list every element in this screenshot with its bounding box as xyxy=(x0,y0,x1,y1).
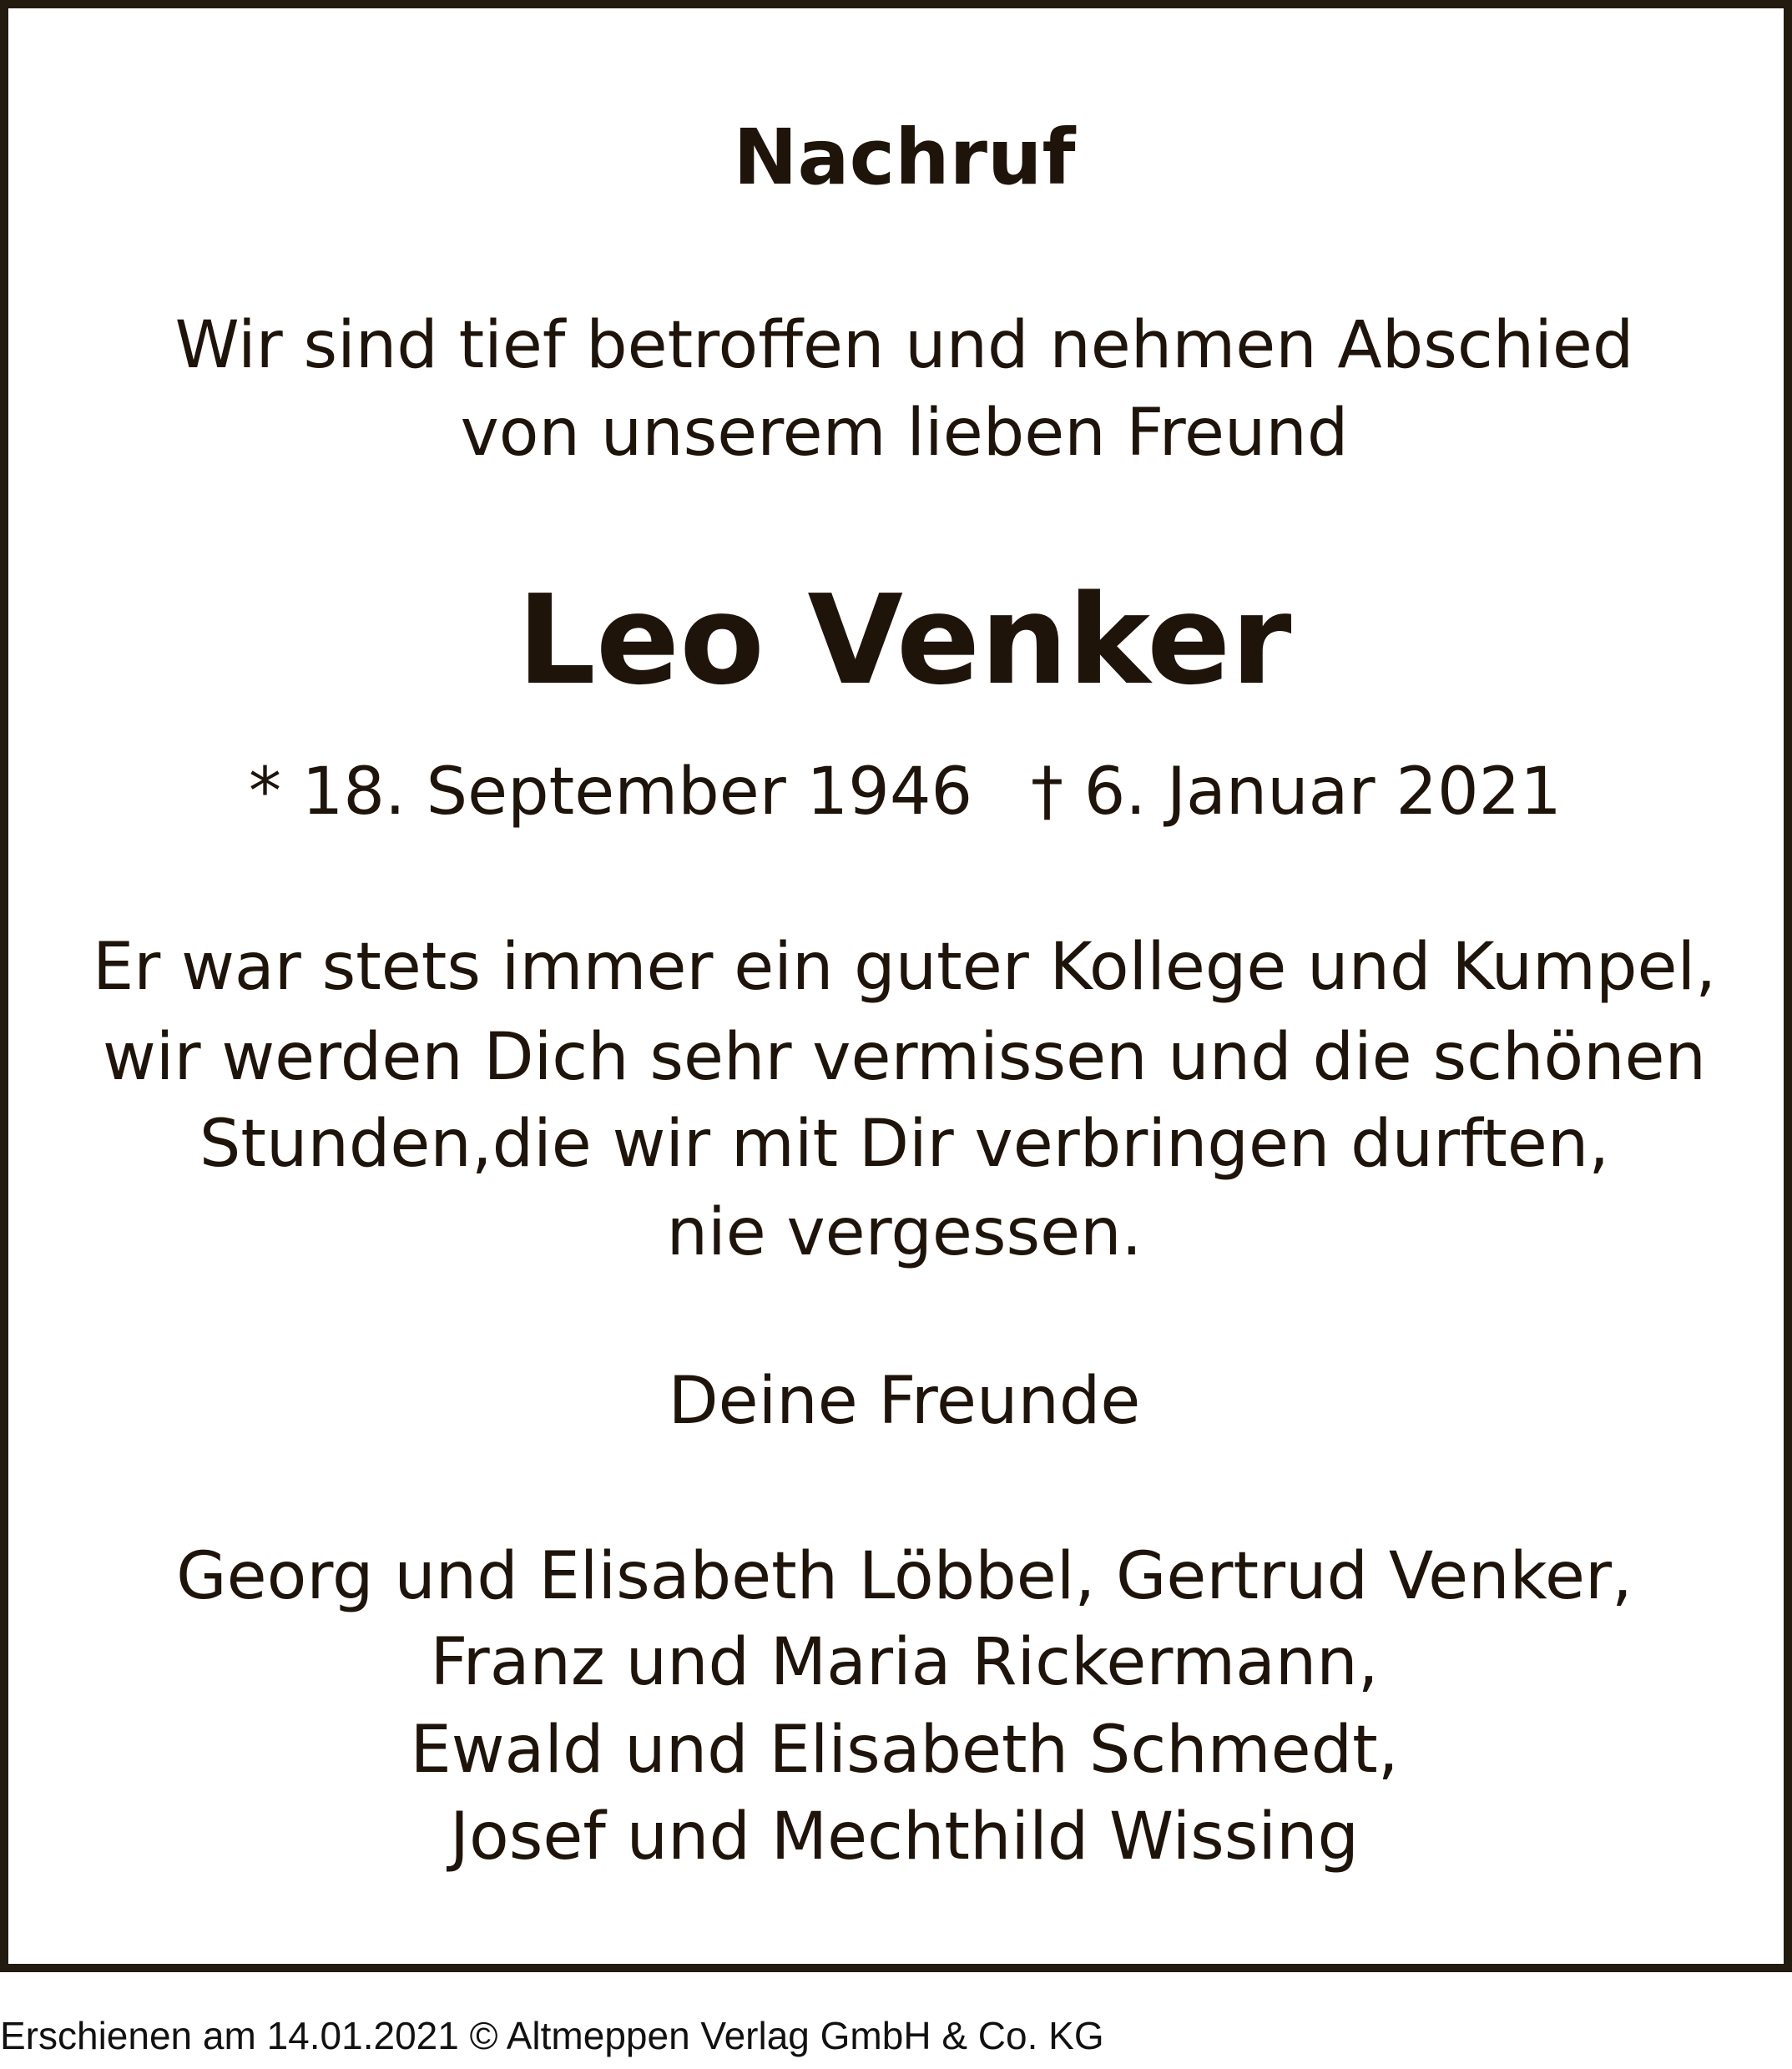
signatory-line-4: Josef und Mechthild Wissing xyxy=(449,1799,1360,1875)
life-dates xyxy=(8,754,1792,835)
deceased-name: Leo Venker xyxy=(517,568,1292,712)
message-line-4: nie vergessen. xyxy=(666,1195,1143,1270)
closing-line: Deine Freunde xyxy=(668,1364,1141,1439)
message-line-1: Er war stets immer ein guter Kollege und Kumpel, xyxy=(92,930,1716,1005)
birth-date: * 18. September 1946 xyxy=(249,754,973,830)
signatory-line-1: Georg und Elisabeth Löbbel, Gertrud Venker, xyxy=(176,1539,1633,1614)
death-date: † 6. Januar 2021 xyxy=(1031,754,1562,830)
intro-line-1: Wir sind tief betroffen und nehmen Abschied xyxy=(174,308,1634,383)
notice-title: Nachruf xyxy=(733,113,1076,202)
signatory-line-2: Franz und Maria Rickermann, xyxy=(430,1625,1379,1700)
publication-footer: Erschienen am 14.01.2021 © Altmeppen Verlag GmbH & Co. KG xyxy=(0,2014,1104,2057)
message-line-2: wir werden Dich sehr vermissen und die schönen xyxy=(103,1020,1706,1095)
intro-line-2: von unserem lieben Freund xyxy=(460,396,1349,471)
signatory-line-3: Ewald und Elisabeth Schmedt, xyxy=(410,1713,1399,1788)
message-line-3: Stunden,die wir mit Dir verbringen durften, xyxy=(199,1107,1610,1182)
